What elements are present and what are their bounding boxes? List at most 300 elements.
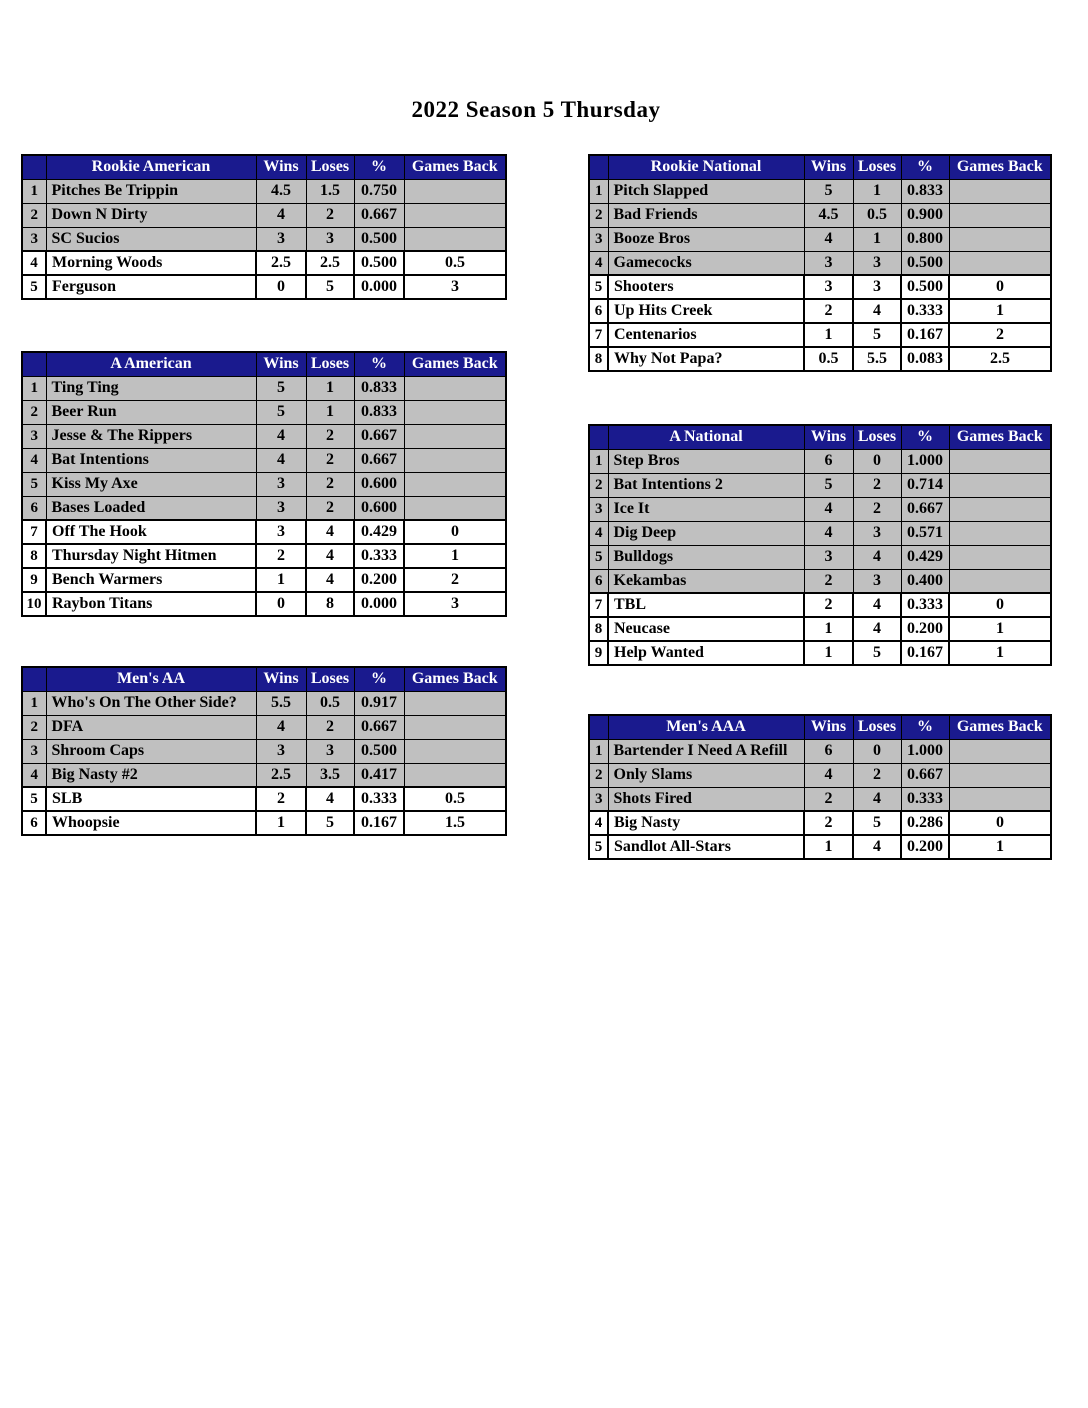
rank-cell: 5 <box>22 787 46 811</box>
rank-cell: 3 <box>22 227 46 251</box>
team-name-cell: Pitch Slapped <box>608 179 804 203</box>
header-pct: % <box>354 352 404 376</box>
header-wins: Wins <box>804 715 853 739</box>
games-back-cell: 1 <box>949 617 1051 641</box>
header-loses: Loses <box>306 155 354 179</box>
pct-cell: 0.400 <box>901 569 949 593</box>
team-name-cell: Kiss My Axe <box>46 472 256 496</box>
pct-cell: 0.167 <box>901 323 949 347</box>
pct-cell: 0.600 <box>354 496 404 520</box>
loses-cell: 2 <box>306 472 354 496</box>
pct-cell: 0.900 <box>901 203 949 227</box>
pct-cell: 0.200 <box>901 617 949 641</box>
division-title: A National <box>608 425 804 449</box>
rank-cell: 1 <box>589 449 608 473</box>
pct-cell: 0.429 <box>901 545 949 569</box>
rank-cell: 2 <box>589 203 608 227</box>
games-back-cell <box>949 763 1051 787</box>
team-row <box>22 179 506 203</box>
team-row <box>589 569 1051 593</box>
team-name-cell: Ting Ting <box>46 376 256 400</box>
games-back-cell <box>949 497 1051 521</box>
wins-cell: 2 <box>804 787 853 811</box>
loses-cell: 2 <box>853 473 901 497</box>
rank-cell: 4 <box>589 811 608 835</box>
rank-cell: 4 <box>22 251 46 275</box>
wins-cell: 6 <box>804 449 853 473</box>
division-title: Men's AAA <box>608 715 804 739</box>
games-back-cell: 2.5 <box>949 347 1051 371</box>
wins-cell: 2 <box>804 593 853 617</box>
team-name-cell: Off The Hook <box>46 520 256 544</box>
team-row <box>22 275 506 299</box>
header-rank-cell <box>22 352 46 376</box>
wins-cell: 4 <box>256 203 306 227</box>
rank-cell: 7 <box>22 520 46 544</box>
team-row <box>589 739 1051 763</box>
standings-table-a-national <box>588 424 1052 666</box>
pct-cell: 0.667 <box>901 763 949 787</box>
wins-cell: 2 <box>256 787 306 811</box>
team-row <box>22 739 506 763</box>
team-row <box>589 641 1051 665</box>
games-back-cell <box>404 496 506 520</box>
team-row <box>589 227 1051 251</box>
team-row <box>22 227 506 251</box>
pct-cell: 0.500 <box>901 251 949 275</box>
wins-cell: 0 <box>256 275 306 299</box>
pct-cell: 0.833 <box>901 179 949 203</box>
wins-cell: 2.5 <box>256 763 306 787</box>
loses-cell: 2 <box>306 424 354 448</box>
loses-cell: 5.5 <box>853 347 901 371</box>
standings-table-mens-aa <box>21 666 507 836</box>
loses-cell: 0 <box>853 739 901 763</box>
pct-cell: 0.571 <box>901 521 949 545</box>
pct-cell: 0.833 <box>354 400 404 424</box>
header-pct: % <box>354 667 404 691</box>
loses-cell: 3.5 <box>306 763 354 787</box>
standings-table-mens-aaa <box>588 714 1052 860</box>
pct-cell: 0.333 <box>901 787 949 811</box>
rank-cell: 7 <box>589 323 608 347</box>
loses-cell: 2 <box>306 203 354 227</box>
wins-cell: 4 <box>804 227 853 251</box>
header-wins: Wins <box>256 667 306 691</box>
loses-cell: 0.5 <box>853 203 901 227</box>
rank-cell: 2 <box>589 473 608 497</box>
pct-cell: 1.000 <box>901 739 949 763</box>
wins-cell: 2 <box>256 544 306 568</box>
team-name-cell: Jesse & The Rippers <box>46 424 256 448</box>
header-loses: Loses <box>306 352 354 376</box>
rank-cell: 2 <box>22 203 46 227</box>
header-rank-cell <box>589 715 608 739</box>
games-back-cell: 0.5 <box>404 787 506 811</box>
loses-cell: 5 <box>853 323 901 347</box>
games-back-cell: 0 <box>949 275 1051 299</box>
wins-cell: 5 <box>804 179 853 203</box>
games-back-cell <box>404 763 506 787</box>
loses-cell: 3 <box>853 275 901 299</box>
loses-cell: 1 <box>306 400 354 424</box>
team-row <box>22 424 506 448</box>
wins-cell: 3 <box>256 496 306 520</box>
team-row <box>22 376 506 400</box>
wins-cell: 3 <box>804 275 853 299</box>
rank-cell: 3 <box>589 787 608 811</box>
team-name-cell: SLB <box>46 787 256 811</box>
header-loses: Loses <box>853 715 901 739</box>
team-row <box>589 811 1051 835</box>
team-name-cell: Help Wanted <box>608 641 804 665</box>
team-row <box>22 203 506 227</box>
team-name-cell: Raybon Titans <box>46 592 256 616</box>
games-back-cell <box>949 787 1051 811</box>
loses-cell: 3 <box>306 227 354 251</box>
loses-cell: 4 <box>853 617 901 641</box>
team-row <box>589 179 1051 203</box>
wins-cell: 2.5 <box>256 251 306 275</box>
games-back-cell <box>949 473 1051 497</box>
team-row <box>22 592 506 616</box>
rank-cell: 1 <box>589 179 608 203</box>
header-row <box>589 715 1051 739</box>
team-name-cell: Bartender I Need A Refill <box>608 739 804 763</box>
rank-cell: 1 <box>22 179 46 203</box>
pct-cell: 0.833 <box>354 376 404 400</box>
wins-cell: 0 <box>256 592 306 616</box>
pct-cell: 0.083 <box>901 347 949 371</box>
team-row <box>589 835 1051 859</box>
team-name-cell: DFA <box>46 715 256 739</box>
division-title: A American <box>46 352 256 376</box>
games-back-cell <box>404 472 506 496</box>
header-games-back: Games Back <box>404 667 506 691</box>
team-row <box>22 400 506 424</box>
rank-cell: 4 <box>22 448 46 472</box>
pct-cell: 0.714 <box>901 473 949 497</box>
games-back-cell <box>949 521 1051 545</box>
loses-cell: 5 <box>853 641 901 665</box>
team-name-cell: Thursday Night Hitmen <box>46 544 256 568</box>
wins-cell: 5.5 <box>256 691 306 715</box>
header-rank-cell <box>589 425 608 449</box>
loses-cell: 4 <box>306 568 354 592</box>
wins-cell: 4 <box>256 715 306 739</box>
rank-cell: 9 <box>22 568 46 592</box>
games-back-cell <box>404 448 506 472</box>
header-row <box>22 352 506 376</box>
header-wins: Wins <box>256 352 306 376</box>
pct-cell: 0.667 <box>901 497 949 521</box>
pct-cell: 0.500 <box>901 275 949 299</box>
wins-cell: 0.5 <box>804 347 853 371</box>
games-back-cell <box>404 179 506 203</box>
team-name-cell: Bat Intentions <box>46 448 256 472</box>
loses-cell: 4 <box>853 545 901 569</box>
pct-cell: 0.000 <box>354 592 404 616</box>
games-back-cell: 0 <box>404 520 506 544</box>
header-pct: % <box>901 155 949 179</box>
team-row <box>22 787 506 811</box>
rank-cell: 3 <box>22 739 46 763</box>
loses-cell: 8 <box>306 592 354 616</box>
rank-cell: 5 <box>589 275 608 299</box>
team-name-cell: Ferguson <box>46 275 256 299</box>
wins-cell: 1 <box>804 835 853 859</box>
header-row <box>589 425 1051 449</box>
header-row <box>22 155 506 179</box>
team-name-cell: Bulldogs <box>608 545 804 569</box>
rank-cell: 2 <box>22 400 46 424</box>
team-name-cell: Big Nasty <box>608 811 804 835</box>
rank-cell: 6 <box>22 496 46 520</box>
header-rank-cell <box>22 155 46 179</box>
team-row <box>589 473 1051 497</box>
loses-cell: 3 <box>853 521 901 545</box>
games-back-cell: 2 <box>949 323 1051 347</box>
team-row <box>22 544 506 568</box>
games-back-cell: 1.5 <box>404 811 506 835</box>
loses-cell: 2 <box>853 497 901 521</box>
games-back-cell <box>949 739 1051 763</box>
rank-cell: 9 <box>589 641 608 665</box>
pct-cell: 0.333 <box>354 544 404 568</box>
division-title: Men's AA <box>46 667 256 691</box>
rank-cell: 6 <box>589 299 608 323</box>
header-loses: Loses <box>853 155 901 179</box>
games-back-cell <box>949 251 1051 275</box>
team-row <box>589 787 1051 811</box>
games-back-cell <box>949 545 1051 569</box>
wins-cell: 1 <box>804 617 853 641</box>
games-back-cell <box>404 376 506 400</box>
games-back-cell <box>949 203 1051 227</box>
wins-cell: 4 <box>804 763 853 787</box>
division-title: Rookie National <box>608 155 804 179</box>
pct-cell: 0.200 <box>354 568 404 592</box>
team-row <box>589 521 1051 545</box>
team-name-cell: Booze Bros <box>608 227 804 251</box>
team-name-cell: Shroom Caps <box>46 739 256 763</box>
header-games-back: Games Back <box>949 155 1051 179</box>
games-back-cell: 1 <box>404 544 506 568</box>
rank-cell: 7 <box>589 593 608 617</box>
team-name-cell: Bases Loaded <box>46 496 256 520</box>
page-title: 2022 Season 5 Thursday <box>411 97 661 122</box>
loses-cell: 2 <box>306 448 354 472</box>
header-loses: Loses <box>306 667 354 691</box>
pct-cell: 0.750 <box>354 179 404 203</box>
pct-cell: 0.333 <box>901 299 949 323</box>
loses-cell: 3 <box>306 739 354 763</box>
pct-cell: 0.667 <box>354 448 404 472</box>
header-loses: Loses <box>853 425 901 449</box>
standings-table-rookie-american <box>21 154 507 300</box>
loses-cell: 5 <box>853 811 901 835</box>
loses-cell: 2 <box>306 715 354 739</box>
loses-cell: 1 <box>853 227 901 251</box>
wins-cell: 1 <box>256 568 306 592</box>
loses-cell: 4 <box>853 593 901 617</box>
team-row <box>22 691 506 715</box>
wins-cell: 4 <box>804 497 853 521</box>
header-games-back: Games Back <box>949 715 1051 739</box>
pct-cell: 0.500 <box>354 739 404 763</box>
team-row <box>22 496 506 520</box>
loses-cell: 1.5 <box>306 179 354 203</box>
wins-cell: 5 <box>256 400 306 424</box>
team-name-cell: Gamecocks <box>608 251 804 275</box>
loses-cell: 5 <box>306 811 354 835</box>
team-name-cell: Neucase <box>608 617 804 641</box>
wins-cell: 3 <box>804 251 853 275</box>
loses-cell: 4 <box>306 787 354 811</box>
loses-cell: 4 <box>853 835 901 859</box>
wins-cell: 4 <box>256 424 306 448</box>
loses-cell: 4 <box>306 544 354 568</box>
team-row <box>22 472 506 496</box>
standings-table-a-american <box>21 351 507 617</box>
loses-cell: 3 <box>853 569 901 593</box>
team-row <box>22 520 506 544</box>
rank-cell: 4 <box>589 521 608 545</box>
rank-cell: 3 <box>589 497 608 521</box>
rank-cell: 6 <box>589 569 608 593</box>
games-back-cell: 3 <box>404 592 506 616</box>
rank-cell: 2 <box>589 763 608 787</box>
rank-cell: 3 <box>589 227 608 251</box>
wins-cell: 3 <box>256 739 306 763</box>
games-back-cell <box>404 715 506 739</box>
pct-cell: 0.286 <box>901 811 949 835</box>
pct-cell: 0.600 <box>354 472 404 496</box>
games-back-cell <box>949 179 1051 203</box>
pct-cell: 0.429 <box>354 520 404 544</box>
rank-cell: 3 <box>22 424 46 448</box>
team-row <box>589 545 1051 569</box>
rank-cell: 10 <box>22 592 46 616</box>
team-name-cell: Dig Deep <box>608 521 804 545</box>
team-row <box>589 497 1051 521</box>
team-name-cell: Step Bros <box>608 449 804 473</box>
rank-cell: 1 <box>22 376 46 400</box>
games-back-cell: 1 <box>949 641 1051 665</box>
wins-cell: 5 <box>804 473 853 497</box>
team-name-cell: Down N Dirty <box>46 203 256 227</box>
header-games-back: Games Back <box>949 425 1051 449</box>
games-back-cell <box>404 227 506 251</box>
team-name-cell: SC Sucios <box>46 227 256 251</box>
wins-cell: 5 <box>256 376 306 400</box>
games-back-cell <box>949 569 1051 593</box>
team-row <box>22 763 506 787</box>
games-back-cell <box>949 227 1051 251</box>
header-games-back: Games Back <box>404 155 506 179</box>
team-row <box>589 347 1051 371</box>
wins-cell: 4.5 <box>804 203 853 227</box>
header-pct: % <box>354 155 404 179</box>
rank-cell: 1 <box>589 739 608 763</box>
wins-cell: 1 <box>804 641 853 665</box>
team-name-cell: Shots Fired <box>608 787 804 811</box>
team-name-cell: Centenarios <box>608 323 804 347</box>
team-name-cell: Up Hits Creek <box>608 299 804 323</box>
team-name-cell: Shooters <box>608 275 804 299</box>
wins-cell: 2 <box>804 811 853 835</box>
team-row <box>589 763 1051 787</box>
pct-cell: 0.667 <box>354 715 404 739</box>
rank-cell: 5 <box>589 545 608 569</box>
pct-cell: 0.333 <box>901 593 949 617</box>
standings-table-rookie-national <box>588 154 1052 372</box>
pct-cell: 0.200 <box>901 835 949 859</box>
games-back-cell <box>404 424 506 448</box>
team-name-cell: Bat Intentions 2 <box>608 473 804 497</box>
team-name-cell: Ice It <box>608 497 804 521</box>
loses-cell: 0.5 <box>306 691 354 715</box>
loses-cell: 5 <box>306 275 354 299</box>
loses-cell: 0 <box>853 449 901 473</box>
rank-cell: 8 <box>589 617 608 641</box>
loses-cell: 4 <box>853 787 901 811</box>
header-rank-cell <box>22 667 46 691</box>
team-name-cell: Big Nasty #2 <box>46 763 256 787</box>
loses-cell: 4 <box>853 299 901 323</box>
rank-cell: 4 <box>22 763 46 787</box>
wins-cell: 3 <box>256 520 306 544</box>
rank-cell: 5 <box>22 275 46 299</box>
wins-cell: 4 <box>256 448 306 472</box>
pct-cell: 0.500 <box>354 251 404 275</box>
team-row <box>22 448 506 472</box>
team-name-cell: Whoopsie <box>46 811 256 835</box>
games-back-cell: 2 <box>404 568 506 592</box>
header-row <box>22 667 506 691</box>
pct-cell: 0.800 <box>901 227 949 251</box>
wins-cell: 6 <box>804 739 853 763</box>
team-row <box>22 715 506 739</box>
games-back-cell <box>404 400 506 424</box>
rank-cell: 8 <box>589 347 608 371</box>
team-row <box>589 275 1051 299</box>
games-back-cell: 0.5 <box>404 251 506 275</box>
pct-cell: 0.917 <box>354 691 404 715</box>
team-name-cell: TBL <box>608 593 804 617</box>
team-name-cell: Bad Friends <box>608 203 804 227</box>
games-back-cell: 1 <box>949 835 1051 859</box>
wins-cell: 4 <box>804 521 853 545</box>
pct-cell: 1.000 <box>901 449 949 473</box>
team-name-cell: Beer Run <box>46 400 256 424</box>
team-name-cell: Morning Woods <box>46 251 256 275</box>
wins-cell: 3 <box>256 227 306 251</box>
rank-cell: 5 <box>589 835 608 859</box>
games-back-cell: 0 <box>949 811 1051 835</box>
wins-cell: 1 <box>256 811 306 835</box>
games-back-cell <box>404 691 506 715</box>
team-row <box>589 299 1051 323</box>
wins-cell: 4.5 <box>256 179 306 203</box>
header-pct: % <box>901 715 949 739</box>
wins-cell: 3 <box>804 545 853 569</box>
division-title: Rookie American <box>46 155 256 179</box>
loses-cell: 2 <box>306 496 354 520</box>
team-name-cell: Who's On The Other Side? <box>46 691 256 715</box>
rank-cell: 4 <box>589 251 608 275</box>
rank-cell: 6 <box>22 811 46 835</box>
